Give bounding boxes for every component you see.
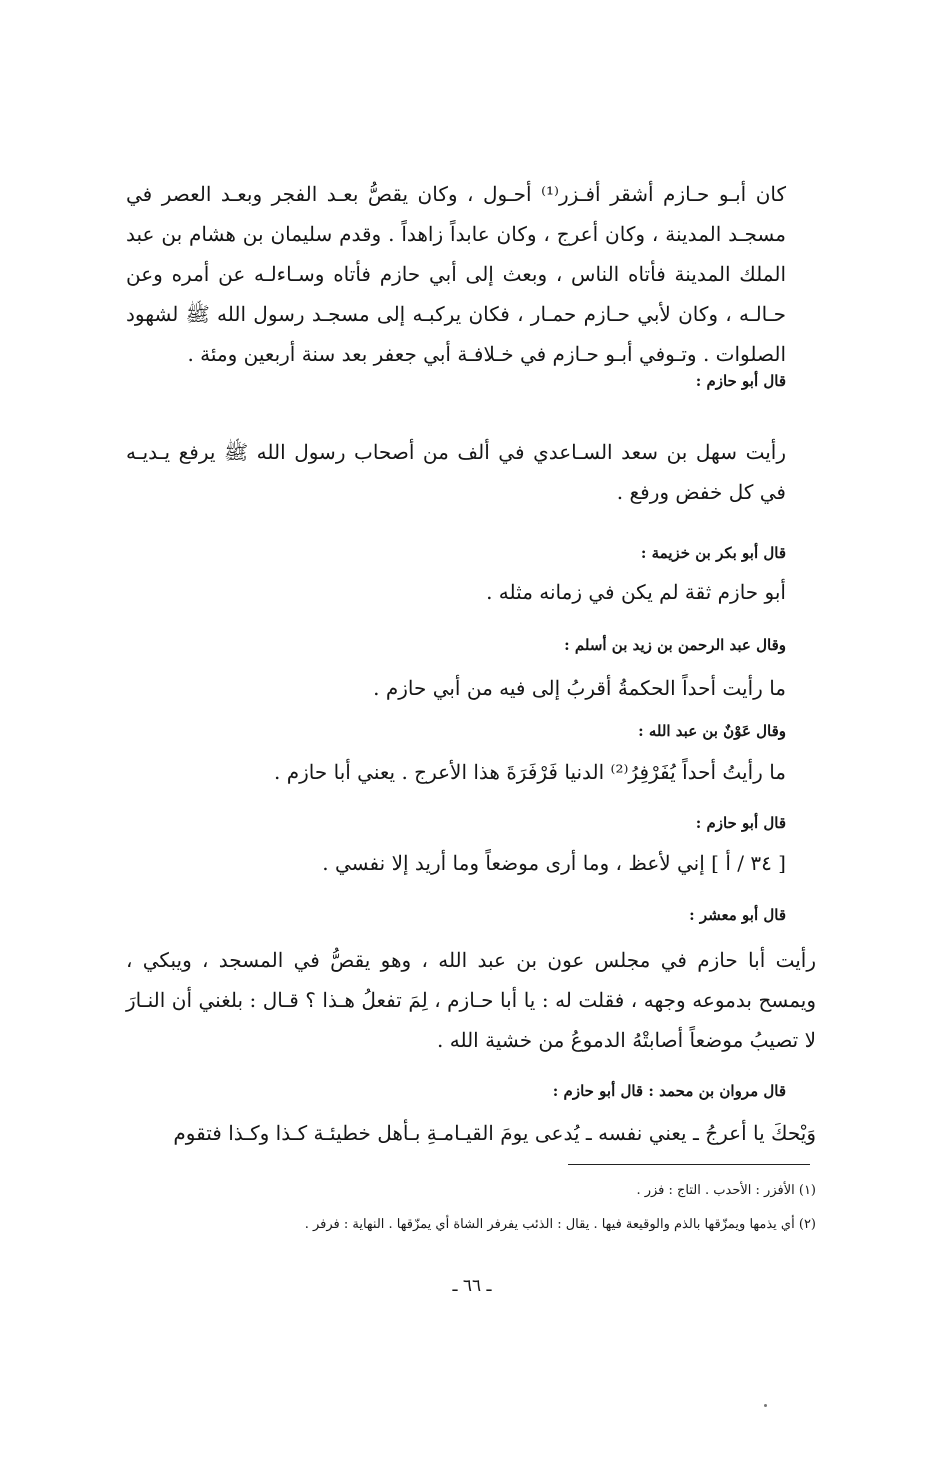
speaker-label: قال مروان بن محمد : قال أبو حازم : <box>552 1082 786 1100</box>
scan-speck <box>764 1404 767 1407</box>
speaker-label: قال أبو حازم : <box>695 814 786 832</box>
quote-line: ما رأيتُ أحداً يُفَرْفِرُ⁽²⁾ الدنيا فَرْفَرَةَ هذا الأعرج . يعني أبا حازم . <box>274 760 786 784</box>
speaker-label: قال أبو معشر : <box>689 906 786 924</box>
quote-paragraph: رأيت سهل بن سعد السـاعدي في ألف من أصحاب رسول الله ﷺ يرفع يـديـه في كل خفض ورفع . <box>126 440 786 504</box>
speaker-label: قال أبو بكر بن خزيمة : <box>640 544 786 562</box>
speaker-label: قال أبو حازم : <box>695 372 786 390</box>
footnote-rule <box>568 1164 810 1165</box>
quote-paragraph: رأيت أبا حازم في مجلس عون بن عبد الله ، وهو يقصُّ في المسجد ، ويبكي ، ويمسح بدموعه وجهه ، فقلت له : يا أبا حـازم ، لِمَ تفعلُ هـذا ؟ قـال : بلغني أن النـارَ لا تصيبُ موضعاً أصابتْهُ الدموعُ من خشية الله . <box>126 948 816 1052</box>
speaker-label: وقال عَوْنٌ بن عبد الله : <box>638 722 786 740</box>
footnote: (٢) أي يذمها ويمزّقها بالذم والوقيعة فيها . يقال : الذئب يفرفر الشاة أي يمزّقها . النهاية : فرفر . <box>304 1217 816 1232</box>
page-number: ـ ٦٦ ـ <box>452 1276 492 1296</box>
speaker-label: وقال عبد الرحمن بن زيد بن أسلم : <box>564 636 786 654</box>
quote-line: [ ٣٤ / أ ] إني لأعظ ، وما أرى موضعاً وما أريد إلا نفسي . <box>322 851 786 875</box>
footnote: (١) الأفزر : الأحدب . التاج : فزر . <box>636 1183 816 1198</box>
quote-line: ما رأيت أحداً الحكمةُ أقربُ إلى فيه من أبي حازم . <box>373 676 786 700</box>
quote-line: أبو حازم ثقة لم يكن في زمانه مثله . <box>486 580 786 604</box>
quote-line: وَيْحكَ يا أعرجُ ـ يعني نفسه ـ يُدعى يومَ القيـامـةِ بـأهل خطيئـة كـذا وكـذا فتقوم <box>173 1121 816 1145</box>
intro-paragraph: كان أبـو حـازم أشقر أفـزر⁽¹⁾ أحـول ، وكان يقصُّ بعـد الفجر وبعـد العصر في مسجـد المدينة ، وكان أعرج ، وكان عابداً زاهداً . وقدم سليمان بن هشام بن عبد الملك المدينة فأتاه الناس ، وبعث إلى أبي حازم فأتاه وسـاءلـه عن أمره وعن حـالـه ، وكان لأبي حـازم حمـار ، فكان يركبـه إلى مسجـد رسول الله ﷺ لشهود الصلوات . وتـوفي أبـو حـازم في خـلافـة أبي جعفر بعد سنة أربعين ومئة . <box>126 182 787 366</box>
